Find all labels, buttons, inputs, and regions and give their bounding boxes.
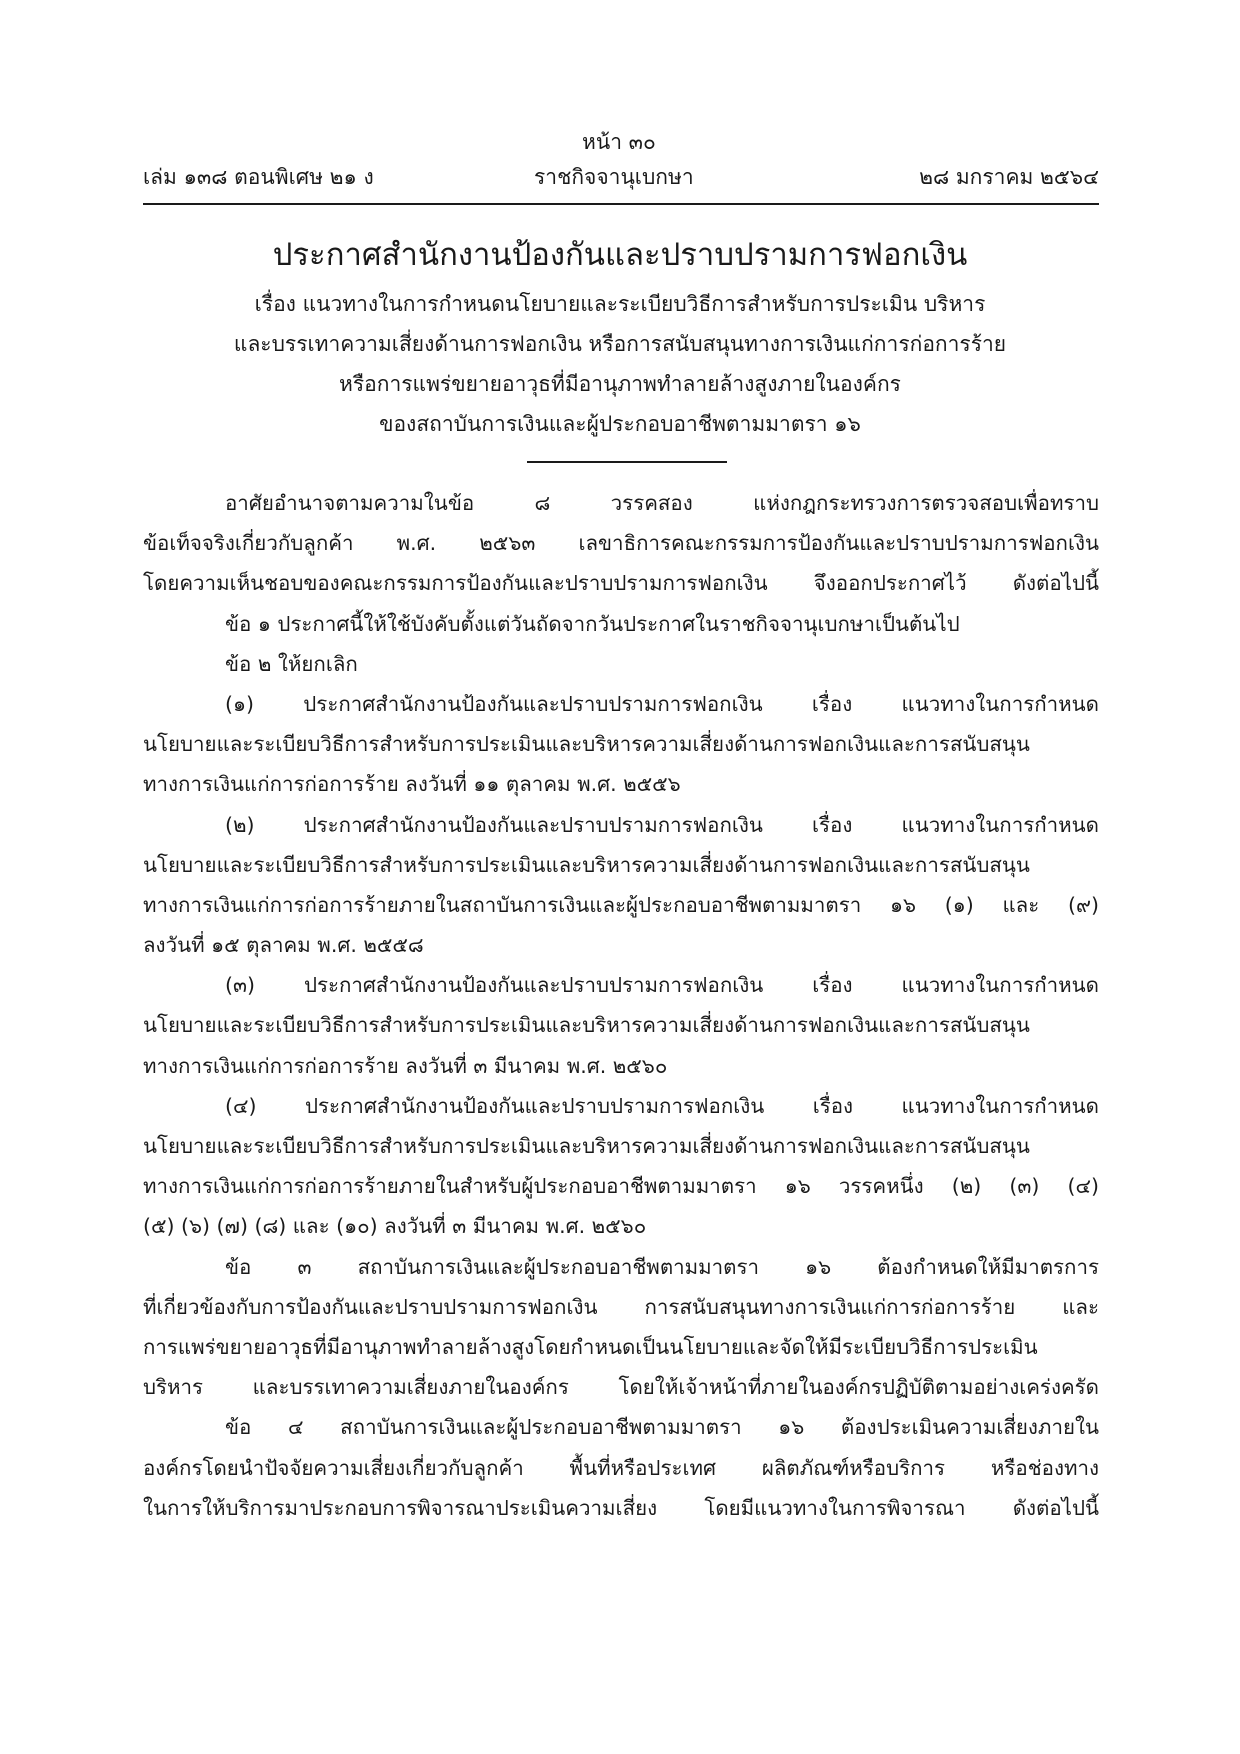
body-line: บริหาร และบรรเทาความเสี่ยงภายในองค์กร โดยให้เจ้าหน้าที่ภายในองค์กรปฏิบัติตามอย่างเคร่งครัด <box>143 1375 1099 1400</box>
body-line: ทางการเงินแก่การก่อการร้าย ลงวันที่ ๑๑ ตุลาคม พ.ศ. ๒๕๕๖ <box>143 772 681 797</box>
announcement-subject <box>0 284 1240 444</box>
subject-line: ของสถาบันการเงินและผู้ประกอบอาชีพตามมาตรา ๑๖ <box>379 412 861 436</box>
gazette-name: ราชกิจจานุเบกษา <box>534 165 694 189</box>
announcement-title: ประกาศสำนักงานป้องกันและปราบปรามการฟอกเงิน <box>272 237 968 273</box>
subject-line: เรื่อง แนวทางในการกำหนดนโยบายและระเบียบวิธีการสำหรับการประเมิน บริหาร <box>254 292 986 316</box>
body-line: นโยบายและระเบียบวิธีการสำหรับการประเมินและบริหารความเสี่ยงด้านการฟอกเงินและการสนับสนุน <box>143 732 1030 757</box>
body-line: ลงวันที่ ๑๕ ตุลาคม พ.ศ. ๒๕๕๘ <box>143 933 424 958</box>
publication-date: ๒๘ มกราคม ๒๕๖๔ <box>919 165 1099 189</box>
body-line: ทางการเงินแก่การก่อการร้ายภายในสถาบันการเงินและผู้ประกอบอาชีพตามมาตรา ๑๖ (๑) และ (๙) <box>143 892 1099 917</box>
body-line: ทางการเงินแก่การก่อการร้าย ลงวันที่ ๓ มีนาคม พ.ศ. ๒๕๖๐ <box>143 1053 668 1078</box>
body-line: โดยความเห็นชอบของคณะกรรมการป้องกันและปราบปรามการฟอกเงิน จึงออกประกาศไว้ ดังต่อไปนี้ <box>143 571 1099 596</box>
body-line: ข้อเท็จจริงเกี่ยวกับลูกค้า พ.ศ. ๒๕๖๓ เลขาธิการคณะกรรมการป้องกันและปราบปรามการฟอกเงิน <box>143 531 1099 556</box>
body-line: ทางการเงินแก่การก่อการร้ายภายในสำหรับผู้ประกอบอาชีพตามมาตรา ๑๖ วรรคหนึ่ง (๒) (๓) (๔) <box>143 1174 1099 1199</box>
announcement-body <box>143 483 1099 1528</box>
subject-line: หรือการแพร่ขยายอาวุธที่มีอานุภาพทำลายล้างสูงภายในองค์กร <box>339 372 901 396</box>
body-line: ในการให้บริการมาประกอบการพิจารณาประเมินความเสี่ยง โดยมีแนวทางในการพิจารณา ดังต่อไปนี้ <box>143 1495 1099 1520</box>
body-line: (๒) ประกาศสำนักงานป้องกันและปราบปรามการฟอกเงิน เรื่อง แนวทางในการกำหนด <box>225 812 1099 837</box>
body-line: ที่เกี่ยวข้องกับการป้องกันและปราบปรามการฟอกเงิน การสนับสนุนทางการเงินแก่การก่อการร้าย และ <box>143 1294 1099 1319</box>
volume-info: เล่ม ๑๓๘ ตอนพิเศษ ๒๑ ง <box>143 165 374 189</box>
body-line: ข้อ ๑ ประกาศนี้ให้ใช้บังคับตั้งแต่วันถัดจากวันประกาศในราชกิจจานุเบกษาเป็นต้นไป <box>225 611 960 636</box>
body-line: นโยบายและระเบียบวิธีการสำหรับการประเมินและบริหารความเสี่ยงด้านการฟอกเงินและการสนับสนุน <box>143 1013 1030 1038</box>
body-line: องค์กรโดยนำปัจจัยความเสี่ยงเกี่ยวกับลูกค้า พื้นที่หรือประเทศ ผลิตภัณฑ์หรือบริการ หรือช่องทาง <box>143 1455 1099 1480</box>
body-line: (๕) (๖) (๗) (๘) และ (๑๐) ลงวันที่ ๓ มีนาคม พ.ศ. ๒๕๖๐ <box>143 1214 647 1239</box>
title-divider <box>527 461 727 463</box>
header-rule <box>143 203 1099 205</box>
body-line: นโยบายและระเบียบวิธีการสำหรับการประเมินและบริหารความเสี่ยงด้านการฟอกเงินและการสนับสนุน <box>143 852 1030 877</box>
body-line: (๑) ประกาศสำนักงานป้องกันและปราบปรามการฟอกเงิน เรื่อง แนวทางในการกำหนด <box>225 691 1099 716</box>
body-line: การแพร่ขยายอาวุธที่มีอานุภาพทำลายล้างสูงโดยกำหนดเป็นนโยบายและจัดให้มีระเบียบวิธีการประเมิน <box>143 1334 1038 1359</box>
page-number: หน้า ๓๐ <box>582 130 656 154</box>
body-line: ข้อ ๔ สถาบันการเงินและผู้ประกอบอาชีพตามมาตรา ๑๖ ต้องประเมินความเสี่ยงภายใน <box>225 1415 1099 1440</box>
body-line: (๓) ประกาศสำนักงานป้องกันและปราบปรามการฟอกเงิน เรื่อง แนวทางในการกำหนด <box>225 973 1099 998</box>
body-line: ข้อ ๓ สถาบันการเงินและผู้ประกอบอาชีพตามมาตรา ๑๖ ต้องกำหนดให้มีมาตรการ <box>225 1254 1099 1279</box>
subject-line: และบรรเทาความเสี่ยงด้านการฟอกเงิน หรือการสนับสนุนทางการเงินแก่การก่อการร้าย <box>233 332 1007 356</box>
body-line: ข้อ ๒ ให้ยกเลิก <box>225 651 358 676</box>
body-line: อาศัยอำนาจตามความในข้อ ๘ วรรคสอง แห่งกฎกระทรวงการตรวจสอบเพื่อทราบ <box>225 491 1099 515</box>
body-line: นโยบายและระเบียบวิธีการสำหรับการประเมินและบริหารความเสี่ยงด้านการฟอกเงินและการสนับสนุน <box>143 1134 1030 1158</box>
body-line: (๔) ประกาศสำนักงานป้องกันและปราบปรามการฟอกเงิน เรื่อง แนวทางในการกำหนด <box>225 1093 1099 1118</box>
